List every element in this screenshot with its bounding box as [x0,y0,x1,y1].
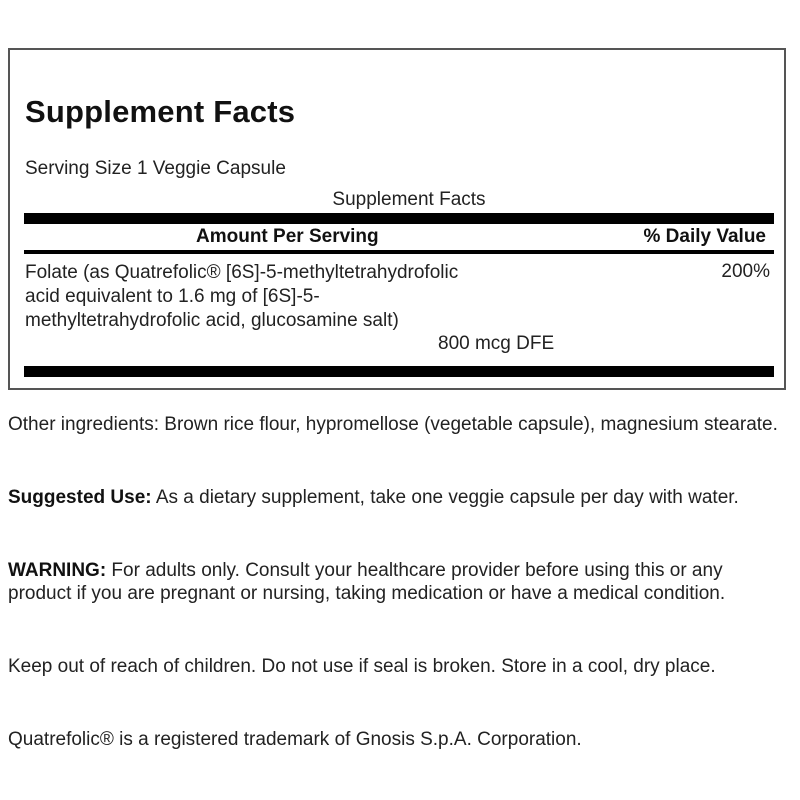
nutrient-description [25,261,585,333]
nutrient-description-line: acid equivalent to 1.6 mg of [6S]-5- [25,286,320,307]
nutrient-daily-value: 200% [721,261,770,282]
warning-text: For adults only. Consult your healthcare provider before using this or any product if you are pregnant or nursing, taking medication or have a medical condition. [8,560,726,604]
nutrient-amount: 800 mcg DFE [438,333,555,354]
suggested-use-text: As a dietary supplement, take one veggie capsule per day with water. [151,487,739,508]
warning-label: WARNING: [8,560,107,581]
panel-title: Supplement Facts [25,94,296,129]
column-header-daily-value: % Daily Value [643,226,766,247]
serving-size: Serving Size 1 Veggie Capsule [25,158,286,179]
divider-thick-bottom [24,366,774,377]
storage-instructions: Keep out of reach of children. Do not use if seal is broken. Store in a cool, dry place. [8,656,716,677]
other-ingredients: Other ingredients: Brown rice flour, hypromellose (vegetable capsule), magnesium stearate. [8,414,778,435]
trademark-notice: Quatrefolic® is a registered trademark of Gnosis S.p.A. Corporation. [8,729,582,750]
divider-thick-top [24,213,774,224]
column-header-amount: Amount Per Serving [196,226,379,247]
panel-subheading: Supplement Facts [332,189,486,210]
suggested-use-label: Suggested Use: [8,487,152,508]
nutrient-description-line: Folate (as Quatrefolic® [6S]-5-methyltetrahydrofolic [25,262,459,283]
divider-thin [24,250,774,254]
supplement-facts-panel [8,48,786,390]
nutrient-description-line: methyltetrahydrofolic acid, glucosamine salt) [25,310,399,331]
warning [8,559,788,605]
suggested-use [8,486,788,509]
